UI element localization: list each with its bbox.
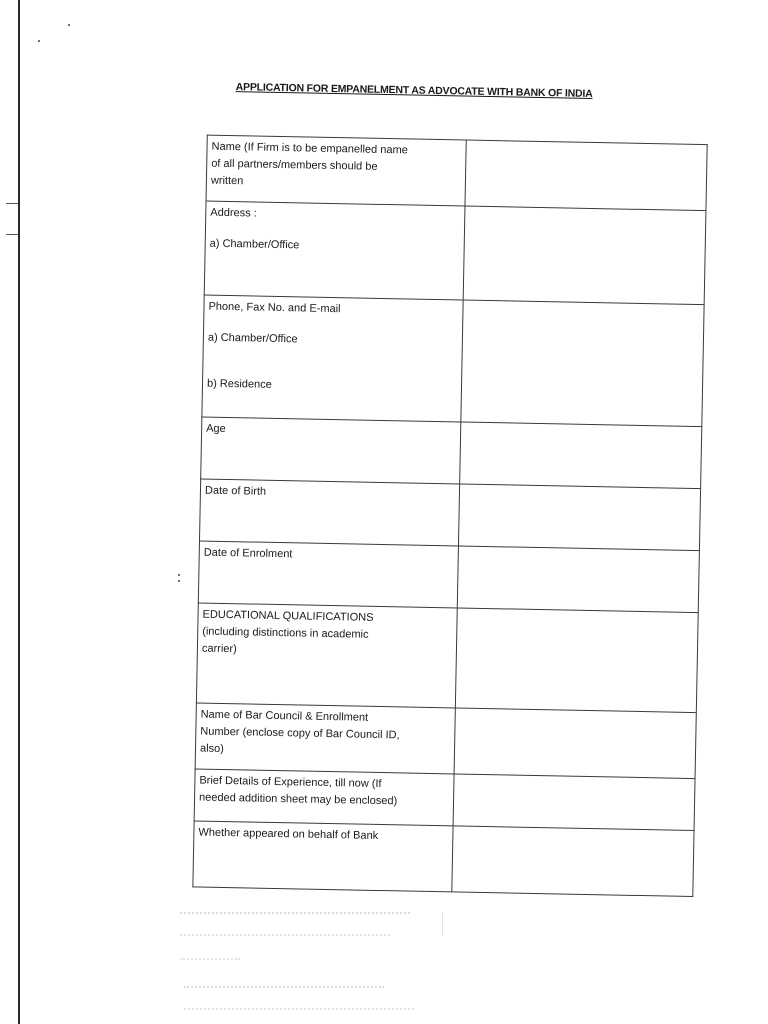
input-phone[interactable] <box>461 300 704 427</box>
label-line: Date of Enrolment <box>203 546 293 561</box>
label-line: Number (enclose copy of Bar Council ID, <box>200 725 400 742</box>
label-line: Whether appeared on behalf of Bank <box>198 826 379 842</box>
input-date-of-birth[interactable] <box>458 484 700 551</box>
input-address[interactable] <box>463 206 706 305</box>
label-address <box>204 201 465 300</box>
label-line: b) Residence <box>206 377 272 391</box>
input-date-of-enrolment[interactable] <box>457 546 699 613</box>
label-line: Date of Birth <box>204 484 267 498</box>
form-row-bar-council <box>195 703 696 779</box>
form-row-enrolment <box>198 541 699 613</box>
label-line: Brief Details of Experience, till now (If <box>199 774 382 791</box>
label-line: written <box>210 174 244 188</box>
input-bar-council[interactable] <box>454 708 696 779</box>
input-age[interactable] <box>460 422 702 489</box>
bleed-through-mark <box>180 912 410 920</box>
form-row-experience <box>194 769 695 831</box>
bleed-through-mark <box>180 934 390 942</box>
form-row-age <box>201 417 702 489</box>
label-name <box>206 135 466 206</box>
form-row-education <box>196 603 698 713</box>
input-educational-qualifications[interactable] <box>455 608 698 713</box>
bleed-through-mark <box>184 986 384 994</box>
application-form-table <box>192 135 707 897</box>
form-row-dob <box>200 479 701 551</box>
bleed-through-area <box>180 912 600 1022</box>
label-experience <box>194 769 454 826</box>
form-row-address <box>204 201 706 305</box>
label-line: Phone, Fax No. and E-mail <box>208 300 341 316</box>
label-line: Age <box>206 422 226 435</box>
form-row-phone <box>202 295 704 427</box>
bleed-through-mark <box>442 912 443 936</box>
form-row-appeared-for-bank <box>193 821 694 897</box>
label-line: carrier) <box>201 642 237 656</box>
scan-edge-tick <box>6 203 18 204</box>
form-row-name <box>206 135 707 211</box>
input-name[interactable] <box>465 140 707 211</box>
input-appeared-for-bank[interactable] <box>452 826 694 897</box>
input-experience[interactable] <box>453 774 695 831</box>
label-line: Name of Bar Council & Enrollment <box>200 708 369 724</box>
scan-speck <box>38 40 40 42</box>
label-line: needed addition sheet may be enclosed) <box>198 791 398 808</box>
label-line: Name (If Firm is to be empanelled name <box>211 140 408 157</box>
label-phone <box>202 295 463 422</box>
label-line: also) <box>199 742 224 756</box>
label-line: Address : <box>210 206 257 220</box>
label-bar-council <box>195 703 455 774</box>
label-date-of-enrolment <box>198 541 458 608</box>
scan-speck <box>68 24 70 26</box>
label-line: a) Chamber/Office <box>207 331 298 346</box>
document-title: APPLICATION FOR EMPANELMENT AS ADVOCATE WITH BANK OF INDIA <box>235 81 593 100</box>
bleed-through-mark <box>180 958 240 966</box>
scan-edge-tick <box>6 234 18 235</box>
bleed-through-mark <box>184 1008 414 1016</box>
label-age <box>201 417 461 484</box>
scan-edge-line <box>18 0 20 1024</box>
label-line: EDUCATIONAL QUALIFICATIONS <box>202 608 374 624</box>
label-line: (including distinctions in academic <box>202 625 369 641</box>
label-appeared-for-bank <box>193 821 453 892</box>
label-line: a) Chamber/Office <box>209 237 300 252</box>
label-line: of all partners/members should be <box>211 157 378 173</box>
label-date-of-birth <box>200 479 460 546</box>
form-document <box>160 72 708 1024</box>
label-educational-qualifications <box>196 603 457 708</box>
